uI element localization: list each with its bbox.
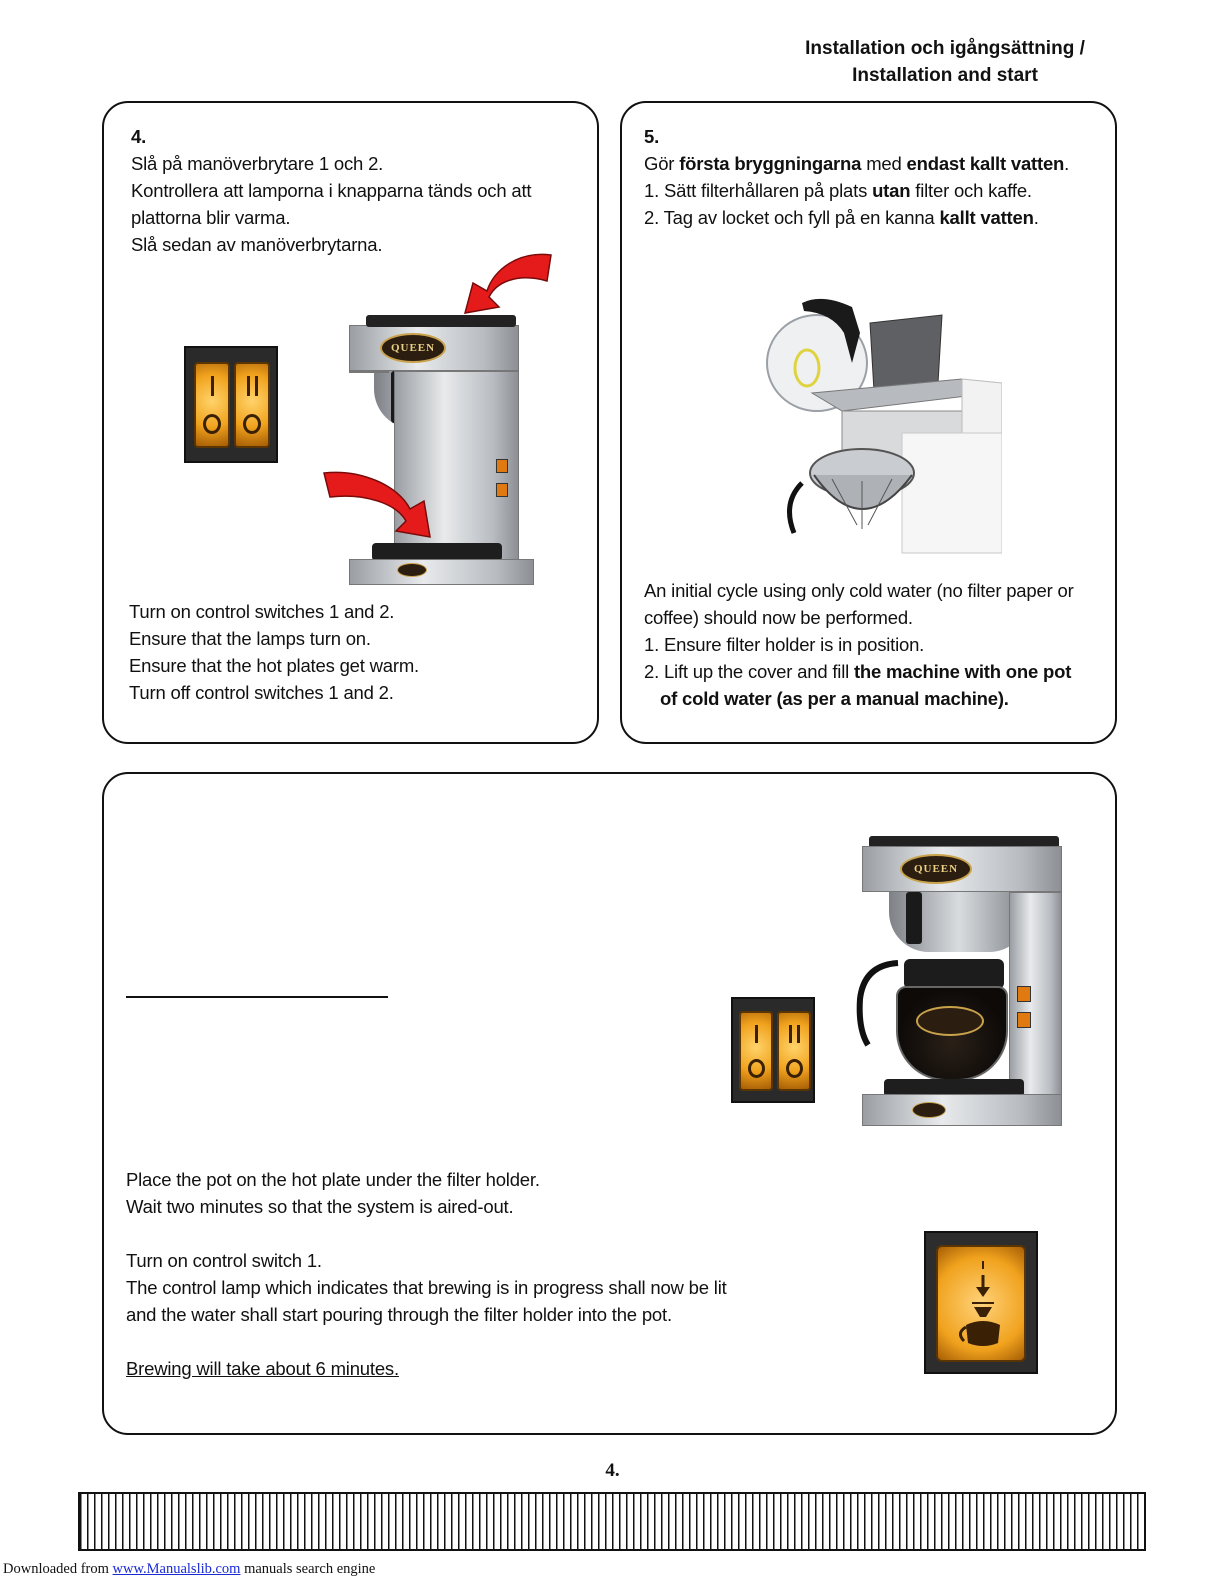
brew-indicator-image (924, 1231, 1038, 1374)
control-switches-image (184, 346, 278, 463)
step-4-sv-line: Slå på manöverbrytare 1 och 2. (131, 153, 384, 174)
step-6-en-line: The control lamp which indicates that brewing is in progress shall now be lit (126, 1277, 727, 1298)
step-5-en-line: 1. Ensure filter holder is in position. (644, 634, 925, 655)
step-4-panel (102, 101, 599, 744)
queen-logo-small (912, 1102, 946, 1118)
page-header (795, 35, 1095, 89)
step-5-en-line: coffee) should now be performed. (644, 607, 913, 628)
step-6-blank-line (126, 1220, 727, 1247)
step-5-sv-line-1: Gör första bryggningarna med endast kallt vatten. (644, 153, 1070, 174)
step-4-en-line: Turn off control switches 1 and 2. (129, 682, 394, 703)
queen-logo-small (397, 563, 427, 577)
page-number: 4. (605, 1460, 620, 1481)
step-4-sv-line: Kontrollera att lamporna i knapparna tänds och att (131, 180, 532, 201)
arrow-top-icon (459, 251, 559, 321)
step-5-english-text (644, 577, 1114, 712)
switch-2 (234, 362, 270, 448)
step-5-en-line: of cold water (as per a manual machine). (660, 688, 1009, 709)
step-6-en-line: Turn on control switch 1. (126, 1250, 322, 1271)
step-6-en-line: Wait two minutes so that the system is aired-out. (126, 1196, 514, 1217)
step-5-number: 5. (644, 126, 660, 147)
step-6-panel (102, 772, 1117, 1435)
step-5-sv-line-2: 1. Sätt filterhållaren på plats utan filter och kaffe. (644, 180, 1032, 201)
switch-1 (194, 362, 230, 448)
pot-handle-icon (854, 959, 904, 1049)
step-4-english-text (129, 598, 419, 706)
queen-logo: QUEEN (380, 333, 446, 363)
step-6-english-text (126, 1166, 727, 1382)
brewing-time-note: Brewing will take about 6 minutes. (126, 1358, 399, 1379)
queen-logo: QUEEN (900, 854, 972, 884)
step-4-swedish-text (131, 123, 531, 258)
step-4-sv-line: Slå sedan av manöverbrytarna. (131, 234, 383, 255)
queen-logo-pot (916, 1006, 984, 1036)
step-6-en-line: and the water shall start pouring through the filter holder into the pot. (126, 1304, 672, 1325)
step-4-en-line: Ensure that the hot plates get warm. (129, 655, 419, 676)
divider-line (126, 996, 388, 998)
control-switches-image (731, 997, 815, 1103)
step-5-swedish-text (644, 123, 1069, 231)
step-5-en-line: 2. Lift up the cover and fill the machine with one pot (644, 661, 1072, 682)
step-5-panel (620, 101, 1117, 744)
step-4-en-line: Turn on control switches 1 and 2. (129, 601, 395, 622)
switch-1 (739, 1011, 773, 1091)
step-4-number: 4. (131, 126, 147, 147)
step-6-blank-line (126, 1328, 727, 1355)
brewing-icon (938, 1247, 1028, 1364)
download-credit: Downloaded from www.Manualslib.com manuals search engine (3, 1561, 376, 1577)
manualslib-link[interactable]: www.Manualslib.com (112, 1561, 241, 1577)
open-machine-image (762, 293, 1002, 558)
step-5-sv-line-3: 2. Tag av locket och fyll på en kanna kallt vatten. (644, 207, 1039, 228)
switch-2 (777, 1011, 811, 1091)
header-line-1: Installation och igångsättning / (805, 38, 1085, 59)
arrow-bottom-icon (320, 467, 440, 543)
step-4-en-line: Ensure that the lamps turn on. (129, 628, 371, 649)
step-5-en-line: An initial cycle using only cold water (no filter paper or (644, 580, 1074, 601)
step-6-en-line: Place the pot on the hot plate under the filter holder. (126, 1169, 540, 1190)
header-line-2: Installation and start (852, 65, 1038, 86)
step-4-sv-line: plattorna blir varma. (131, 207, 291, 228)
barcode-stripe-band (78, 1492, 1146, 1551)
